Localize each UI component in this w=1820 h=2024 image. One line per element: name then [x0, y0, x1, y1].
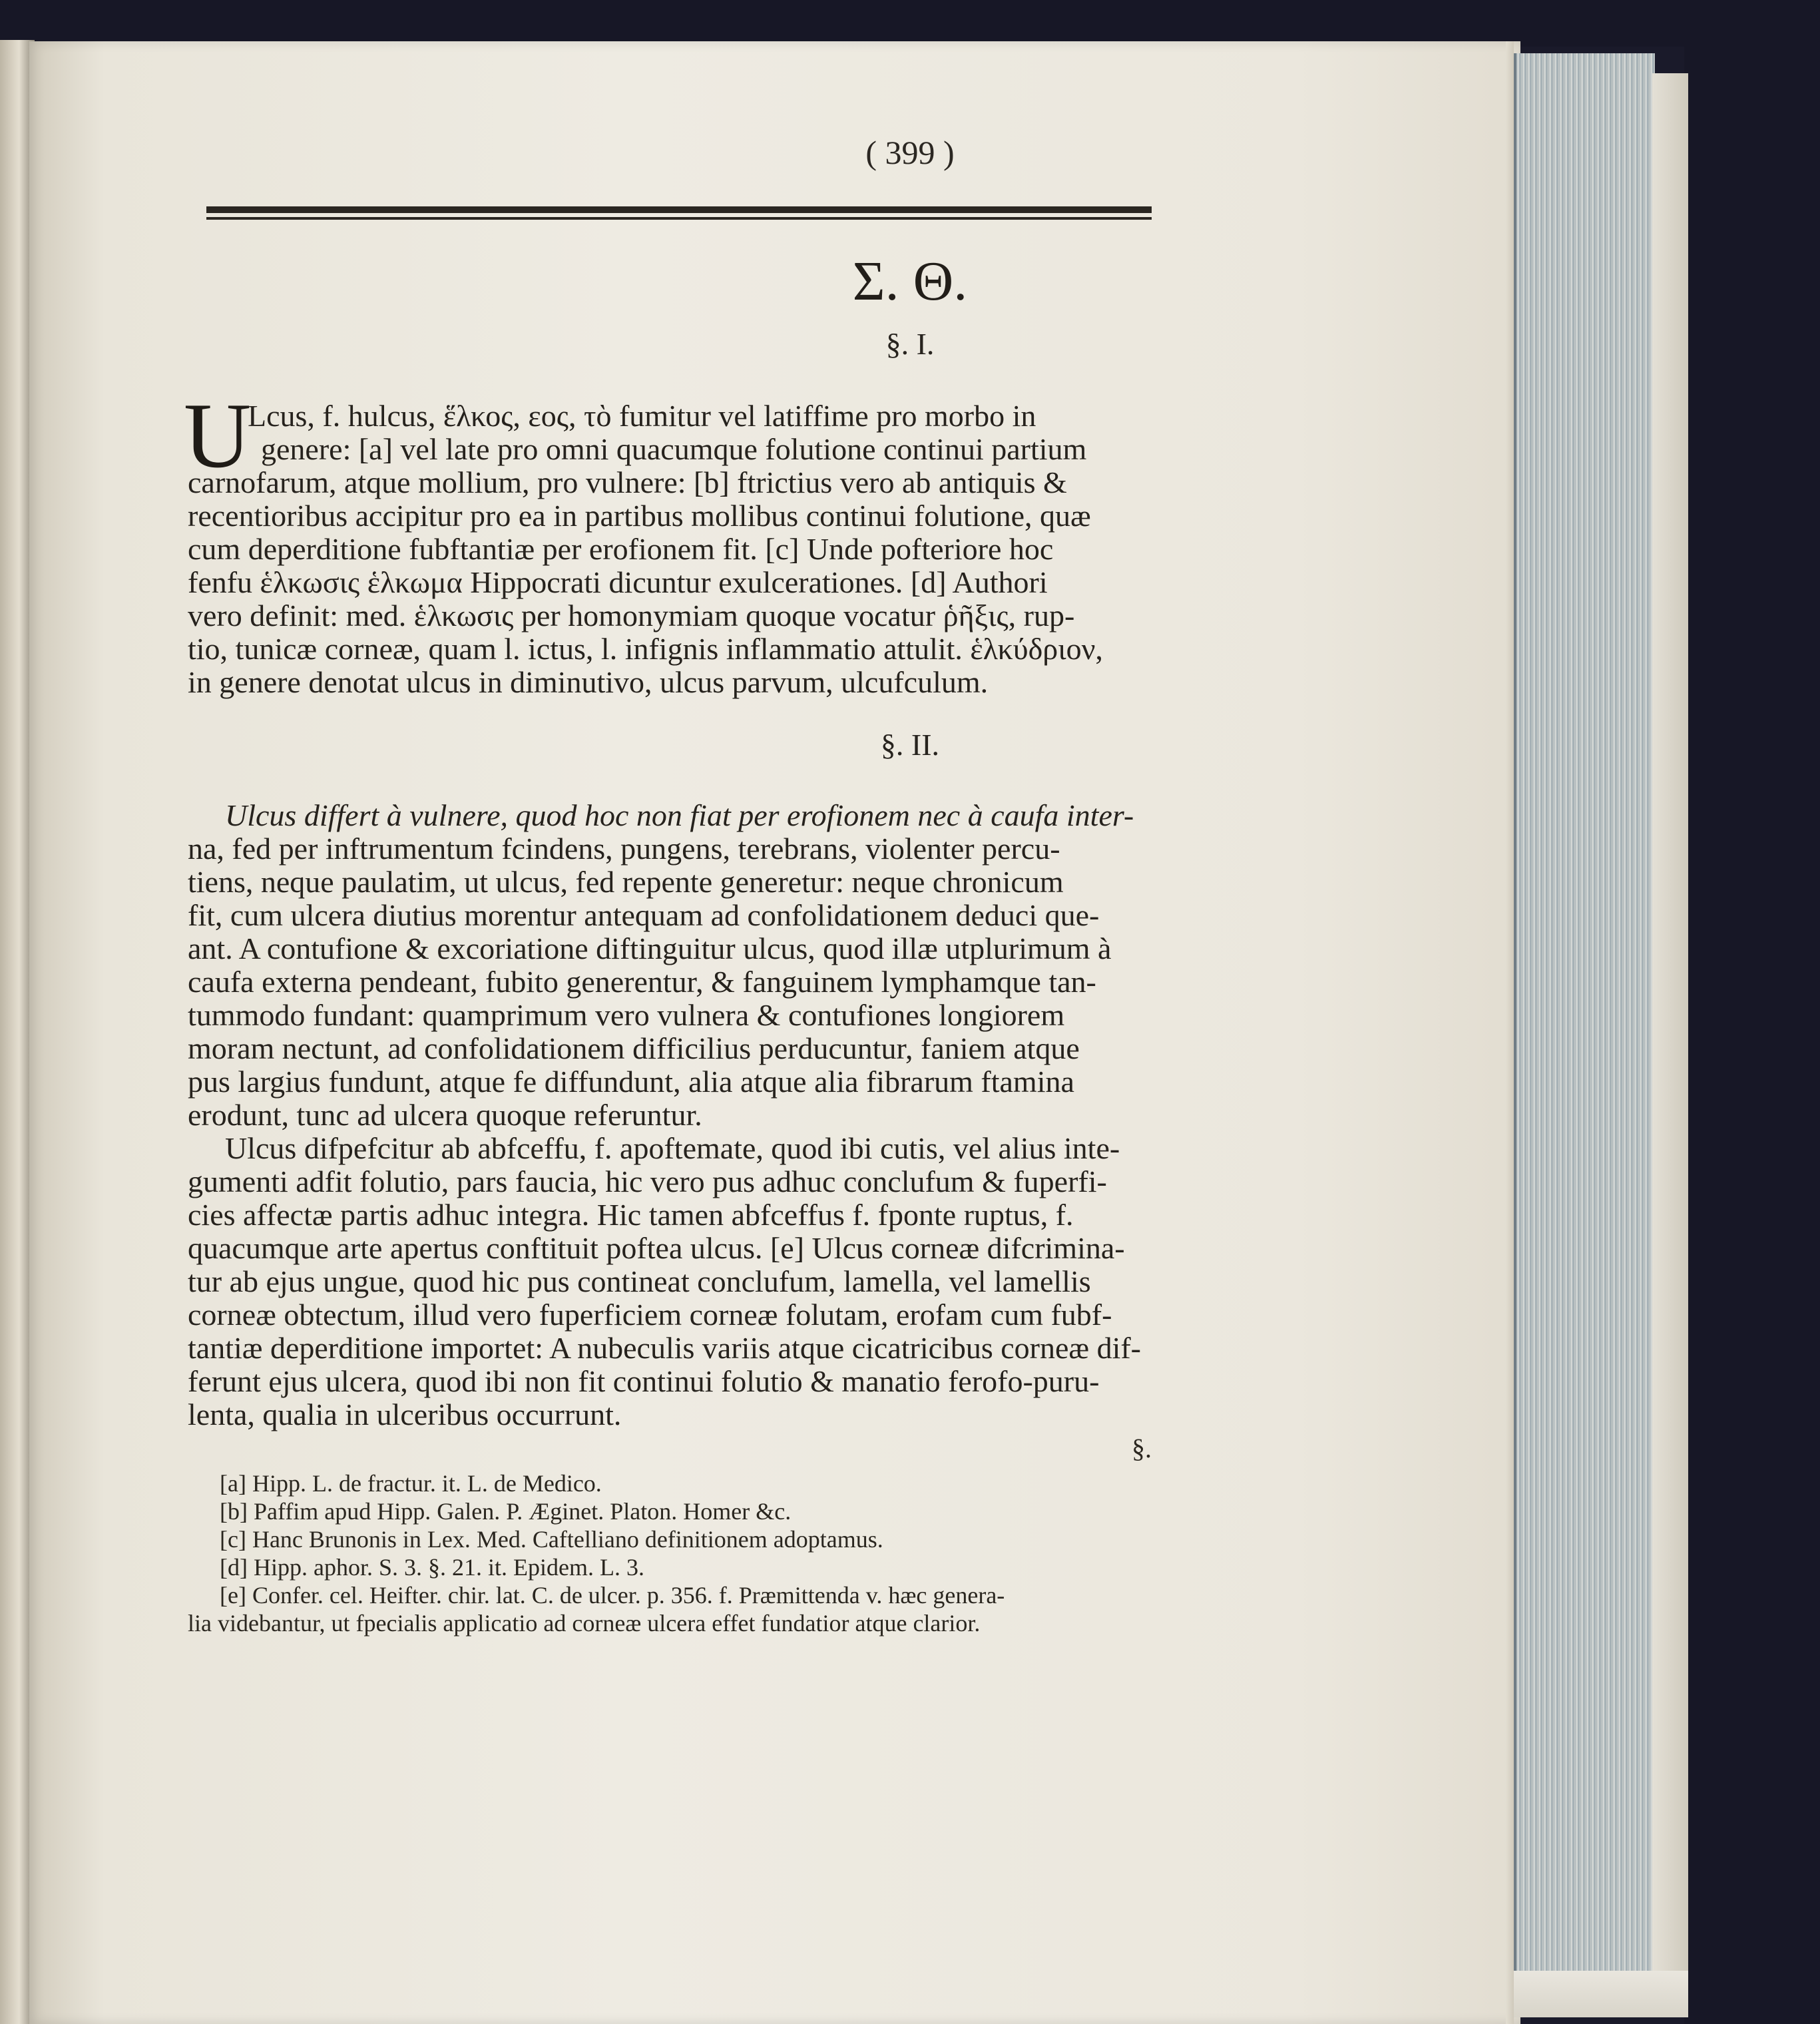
- text-line: tio, tunicæ corneæ, quam l. ictus, l. infignis inflammatio attulit. ἑλκύδριον,: [188, 632, 1103, 666]
- drop-cap: U: [184, 384, 252, 487]
- text-line: quacumque arte apertus conftituit poftea ulcus. [e] Ulcus corneæ difcrimina-: [188, 1231, 1125, 1265]
- text-line: fenfu ἑλκωσις ἑλκωμα Hippocrati dicuntur exulcerationes. [d] Authori: [188, 565, 1048, 599]
- text-line: carnofarum, atque mollium, pro vulnere: [b] ftrictius vero ab antiquis &: [188, 465, 1067, 499]
- text-line: caufa externa pendeant, fubito generentur, & fanguinem lymphamque tan-: [188, 965, 1096, 999]
- background-top: [0, 0, 1820, 47]
- text-line: cum deperditione fubftantiæ per erofionem fit. [c] Unde pofteriore hoc: [188, 532, 1054, 566]
- footnote: [c] Hanc Brunonis in Lex. Med. Caftelliano definitionem adoptamus.: [220, 1526, 883, 1553]
- text-line: moram nectunt, ad confolidationem difficilius perducuntur, faniem atque: [188, 1031, 1080, 1065]
- text-line: tur ab ejus ungue, quod hic pus contineat conclufum, lamella, vel lamellis: [188, 1264, 1091, 1298]
- footnote: [a] Hipp. L. de fractur. it. L. de Medico.: [220, 1470, 602, 1497]
- footnote: lia videbantur, ut fpecialis applicatio ad corneæ ulcera effet fundatior atque clarior.: [188, 1610, 981, 1637]
- chapter-title: Σ. Θ.: [852, 250, 968, 312]
- footnote: [e] Confer. cel. Heifter. chir. lat. C. de ulcer. p. 356. f. Præmittenda v. hæc genera-: [220, 1582, 1005, 1609]
- text-line: pus largius fundunt, atque fe diffundunt, alia atque alia fibrarum ftamina: [188, 1065, 1074, 1099]
- text-line: ant. A contufione & excoriatione diftinguitur ulcus, quod illæ utplurimum à: [188, 931, 1112, 965]
- section-1-label: §. I.: [885, 327, 935, 361]
- text-line: vero definit: med. ἑλκωσις per homonymiam quoque vocatur ῥῆξις, rup-: [188, 599, 1075, 632]
- text-line: fit, cum ulcera diutius morentur antequam ad confolidationem deduci que-: [188, 898, 1100, 932]
- text-line: tiens, neque paulatim, ut ulcus, fed repente generetur: neque chronicum: [188, 865, 1064, 899]
- text-line: Ulcus difpefcitur ab abfceffu, f. apoftemate, quod ibi cutis, vel alius inte-: [225, 1131, 1120, 1165]
- text-line: genere: [a] vel late pro omni quacumque folutione continui partium: [261, 432, 1087, 466]
- text-line: in genere denotat ulcus in diminutivo, ulcus parvum, ulcufculum.: [188, 665, 989, 699]
- text-line: ferunt ejus ulcera, quod ibi non fit continui folutio & manatio ferofo-puru-: [188, 1364, 1100, 1398]
- page-number: ( 399 ): [865, 134, 955, 171]
- text-line: recentioribus accipitur pro ea in partibus mollibus continui folutione, quæ: [188, 499, 1091, 533]
- catchword: §.: [1132, 1433, 1152, 1463]
- footnote: [b] Paffim apud Hipp. Galen. P. Æginet. Platon. Homer &c.: [220, 1498, 792, 1525]
- text-line: Ulcus differt à vulnere, quod hoc non fiat per erofionem nec à caufa inter-: [225, 798, 1134, 832]
- text-line: tummodo fundant: quamprimum vero vulnera & contufiones longiorem: [188, 998, 1065, 1032]
- text-line: corneæ obtectum, illud vero fuperficiem corneæ folutam, erofam cum fubf-: [188, 1298, 1112, 1332]
- text-line: tantiæ deperditione importet: A nubeculis variis atque cicatricibus corneæ dif-: [188, 1331, 1141, 1365]
- text-line: erodunt, tunc ad ulcera quoque referuntur.: [188, 1098, 702, 1132]
- text-line: cies affectæ partis adhuc integra. Hic tamen abfceffus f. fponte ruptus, f.: [188, 1198, 1074, 1232]
- section-2-label: §. II.: [880, 728, 940, 762]
- footnote: [d] Hipp. aphor. S. 3. §. 21. it. Epidem. L. 3.: [220, 1554, 644, 1581]
- header-rule-thin: [206, 217, 1152, 220]
- header-rule-thick: [206, 206, 1152, 213]
- book-bottom-edge: [1514, 1971, 1688, 2017]
- text-line: Lcus, f. hulcus, ἕλκος, εος, τὸ fumitur vel latiffime pro morbo in: [248, 399, 1036, 433]
- text-line: na, fed per inftrumentum fcindens, pungens, terebrans, violenter percu-: [188, 832, 1060, 866]
- text-line: gumenti adfit folutio, pars faucia, hic vero pus adhuc conclufum & fuperfi-: [188, 1164, 1107, 1198]
- text-line: lenta, qualia in ulceribus occurrunt.: [188, 1397, 622, 1431]
